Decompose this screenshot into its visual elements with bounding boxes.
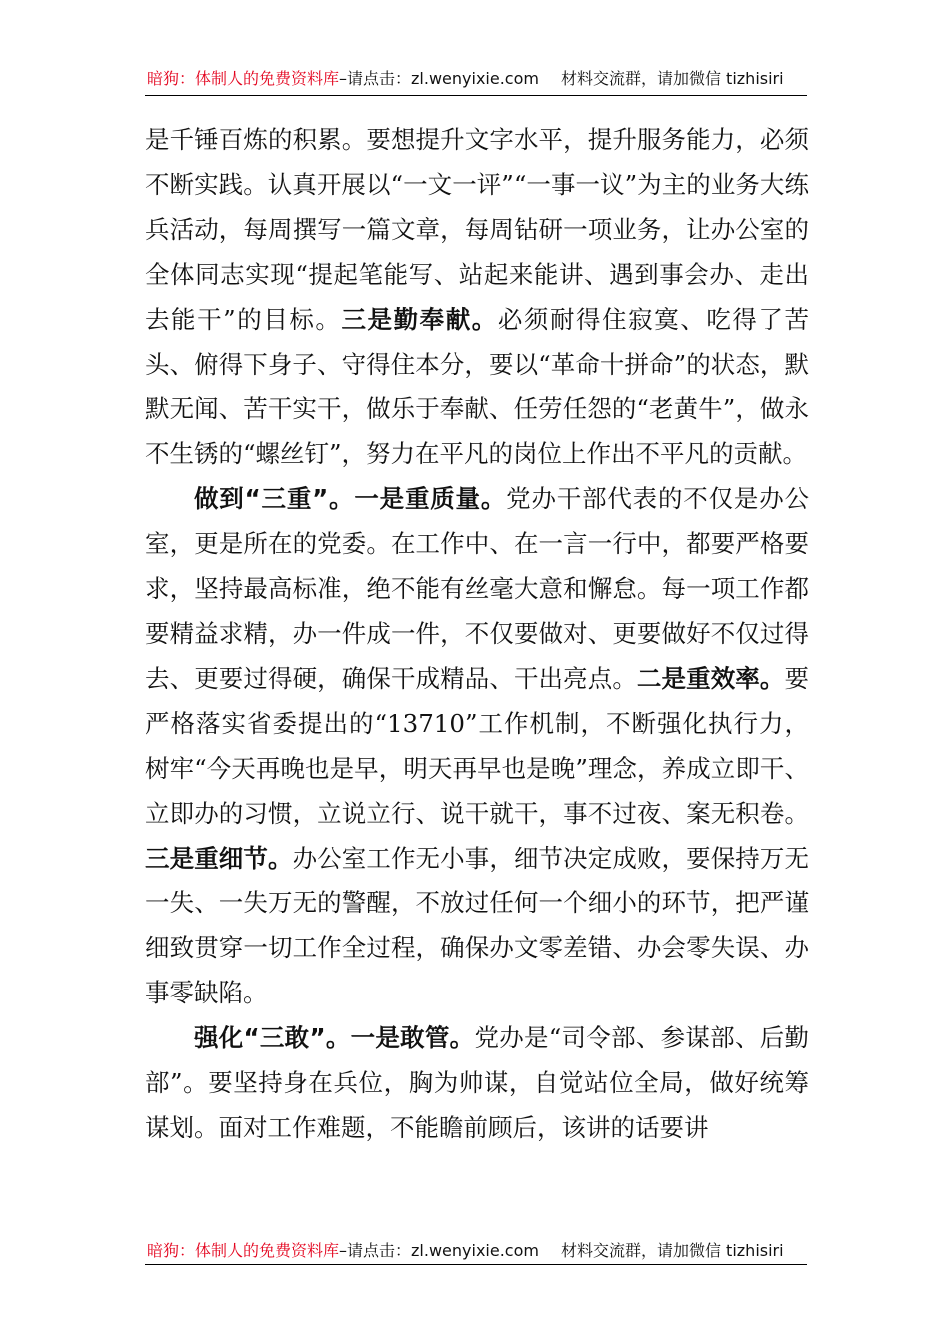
text-run: 党办干部代表的不仅是办公室，更是所在的党委。在工作中、在一言一行中，都要严格要求，坚持最高标准，绝不能有丝毫大意和懈怠。每一项工作都要精益求精，办一件成一件，不仅要做对、更要做好不仅过得去、更要过得硬，确保干成精品、干出亮点。 <box>145 484 809 693</box>
bold-heading-run: 三是勤奉献。 <box>341 304 498 334</box>
text-run: 是千锤百炼的积累。要想提升文字水平，提升服务能力，必须不断实践。认真开展以“一文一评”“一事一议”为主的业务大练兵活动，每周撰写一篇文章，每周钻研一项业务，让办公室的全体同志实现“提起笔能写、站起来能讲、遇到事会办、走出去能干”的目标。 <box>145 125 809 334</box>
banner-url-link[interactable]: zl.wenyixie.com <box>411 69 539 88</box>
banner-site-name: 暗狗：体制人的免费资料库 <box>147 1241 340 1260</box>
banner-site-name: 暗狗：体制人的免费资料库 <box>147 69 340 88</box>
footer-banner <box>147 1238 807 1264</box>
banner-click-prompt: –请点击： <box>339 69 412 88</box>
banner-click-prompt: –请点击： <box>339 1241 412 1260</box>
bold-heading-run: 三是重细节。 <box>145 843 293 873</box>
header-rule <box>145 95 807 96</box>
bold-heading-run: 二是重效率。 <box>636 663 785 693</box>
paragraph-san-gan <box>145 1016 809 1151</box>
bold-heading-run: 强化“三敢”。一是敢管。 <box>194 1023 475 1053</box>
text-run: 必须耐得住寂寞、吃得了苦头、俯得下身子、守得住本分，要以“革命十拼命”的状态，默默无闻、苦干实干，做乐于奉献、任劳任怨的“老黄牛”，做永不生锈的“螺丝钉”，努力在平凡的岗位上作出不平凡的贡献。 <box>145 304 810 469</box>
header-banner <box>147 66 807 92</box>
footer-rule <box>145 1264 807 1265</box>
text-run: 党办是“司令部、参谋部、后勤部”。要坚持身在兵位，胸为帅谋，自觉站位全局，做好统筹谋划。面对工作难题，不能瞻前顾后，该讲的话要讲 <box>145 1023 809 1142</box>
bold-heading-run: 做到“三重”。一是重质量。 <box>194 484 507 514</box>
text-run: 要严格落实省委提出的“13710”工作机制，不断强化执行力，树牢“今天再晚也是早，明天再早也是晚”理念，养成立即干、立即办的习惯，立说立行、说干就干，事不过夜、案无积卷。 <box>145 663 809 828</box>
paragraph-san-zhong <box>145 477 809 1016</box>
document-body <box>145 118 809 1151</box>
banner-url-link[interactable]: zl.wenyixie.com <box>411 1241 539 1260</box>
paragraph-continued <box>145 118 809 477</box>
text-run: 办公室工作无小事，细节决定成败，要保持万无一失、一失万无的警醒，不放过任何一个细小的环节，把严谨细致贯穿一切工作全过程，确保办文零差错、办会零失误、办事零缺陷。 <box>145 843 809 1008</box>
banner-group-note: 材料交流群，请加微信 tizhisiri <box>560 1241 784 1260</box>
banner-group-note: 材料交流群，请加微信 tizhisiri <box>560 69 784 88</box>
